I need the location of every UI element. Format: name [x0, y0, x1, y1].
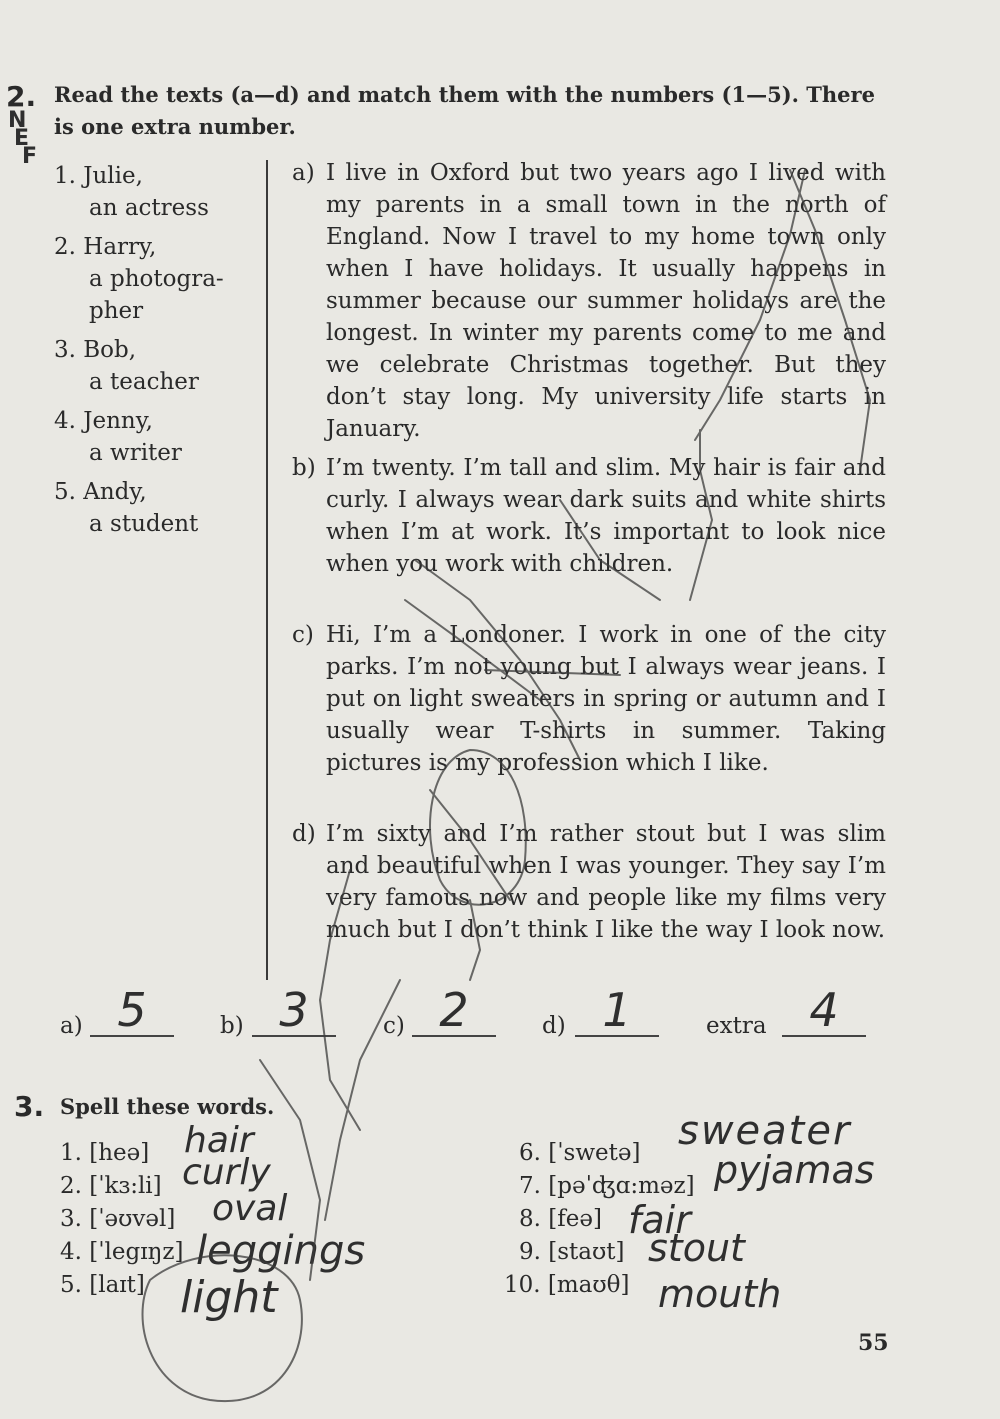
ipa-word: 4. [ˈlegɪŋz]	[60, 1239, 184, 1265]
ipa-word: 6. [ˈswetə]	[519, 1140, 641, 1166]
handwritten-answer[interactable]: fair	[628, 1198, 691, 1242]
pencil-stroke	[695, 170, 805, 440]
pencil-stroke	[325, 980, 400, 1220]
answer-c-label: c)	[383, 1013, 405, 1039]
pencil-stroke	[415, 560, 580, 760]
ipa-word: 1. [heə]	[60, 1140, 150, 1166]
text-body: Hi, I’m a Londoner. I work in one of the city parks. I’m not young but I always wear jeans. I put on light sweaters in spring or autumn and I usually wear T-shirts in summer. Taking pictures is my profession which I like.	[326, 622, 886, 776]
answer-a-field[interactable]: 5	[90, 985, 174, 1037]
pencil-stroke	[690, 430, 712, 600]
handwritten-answer[interactable]: leggings	[196, 1228, 366, 1274]
handwritten-answer[interactable]: mouth	[658, 1272, 782, 1316]
task-2-instructions-line-2: is one extra number.	[54, 114, 296, 139]
text-body: I’m twenty. I’m tall and slim. My hair is fair and curly. I always wear dark suits and white shirts when I’m at work. It’s important to look nice when you work with children.	[326, 455, 886, 577]
person-name: 4. Jenny,	[54, 408, 153, 434]
person-profession: an actress	[89, 195, 209, 221]
pencil-stroke	[430, 750, 526, 905]
handwritten-answer[interactable]: hair	[184, 1120, 254, 1161]
pencil-stroke	[320, 870, 360, 1130]
margin-note-letter: F	[22, 144, 38, 169]
answer-b-field[interactable]: 3	[252, 985, 336, 1037]
handwritten-answer[interactable]: oval	[212, 1188, 288, 1229]
ipa-word: 8. [feə]	[519, 1206, 602, 1232]
answer-c-field[interactable]: 2	[412, 985, 496, 1037]
ipa-word: 9. [staʊt]	[519, 1239, 625, 1265]
answer-b-label: b)	[220, 1013, 244, 1039]
person-name: 2. Harry,	[54, 234, 157, 260]
text-letter: a)	[292, 160, 315, 186]
pencil-stroke	[790, 170, 870, 470]
ipa-word: 5. [laɪt]	[60, 1272, 145, 1298]
answer-d-label: d)	[542, 1013, 566, 1039]
pencil-stroke	[143, 1255, 302, 1401]
text-letter: c)	[292, 622, 314, 648]
handwritten-answer[interactable]: sweater	[678, 1108, 852, 1154]
pencil-stroke	[260, 1060, 320, 1280]
pencil-stroke	[405, 600, 540, 700]
task-3-number: 3.	[14, 1090, 45, 1123]
text-letter: b)	[292, 455, 316, 481]
person-profession-cont: pher	[89, 298, 144, 324]
handwritten-answer[interactable]: stout	[648, 1226, 745, 1270]
ipa-word: 10. [maʊθ]	[504, 1272, 630, 1298]
person-name: 3. Bob,	[54, 337, 137, 363]
answer-extra-field[interactable]: 4	[782, 985, 866, 1037]
text-letter: d)	[292, 821, 316, 847]
pencil-stroke	[470, 900, 480, 980]
task-2-number: 2.	[6, 80, 37, 113]
answer-a-label: a)	[60, 1013, 83, 1039]
margin-note-letter: E	[14, 126, 30, 151]
person-profession: a photogra-	[89, 266, 224, 292]
task-2-instructions-line-1: Read the texts (a—d) and match them with the numbers (1—5). There	[54, 82, 875, 107]
margin-note-letter: N	[8, 108, 27, 133]
text-body: I’m sixty and I’m rather stout but I was slim and beautiful when I was younger. They say I’m very famous now and people like my films very much but I don’t think I like the way I look now.	[326, 821, 886, 943]
person-profession: a writer	[89, 440, 182, 466]
pencil-stroke	[560, 500, 660, 600]
person-profession: a teacher	[89, 369, 199, 395]
handwritten-answer[interactable]: light	[180, 1272, 278, 1323]
answer-extra-label: extra	[706, 1013, 767, 1039]
ipa-word: 3. [ˈəʊvəl]	[60, 1206, 176, 1232]
person-profession: a student	[89, 511, 199, 537]
text-body: I live in Oxford but two years ago I lived with my parents in a small town in the north of England. Now I travel to my home town only when I have holidays. It usually happens in summer because our summer holidays are the longest. In winter my parents come to me and we celebrate Christmas together. But they don’t stay long. My university life starts in January.	[326, 160, 886, 442]
answer-d-field[interactable]: 1	[575, 985, 659, 1037]
ipa-word: 7. [pəˈʤɑ:məz]	[519, 1173, 695, 1199]
person-name: 1. Julie,	[54, 163, 143, 189]
page-number: 55	[858, 1330, 889, 1356]
handwritten-answer[interactable]: pyjamas	[714, 1148, 875, 1192]
ipa-word: 2. [ˈkɜ:li]	[60, 1173, 162, 1199]
handwritten-answer[interactable]: curly	[182, 1152, 271, 1193]
task-3-instructions: Spell these words.	[60, 1094, 275, 1119]
person-name: 5. Andy,	[54, 479, 147, 505]
